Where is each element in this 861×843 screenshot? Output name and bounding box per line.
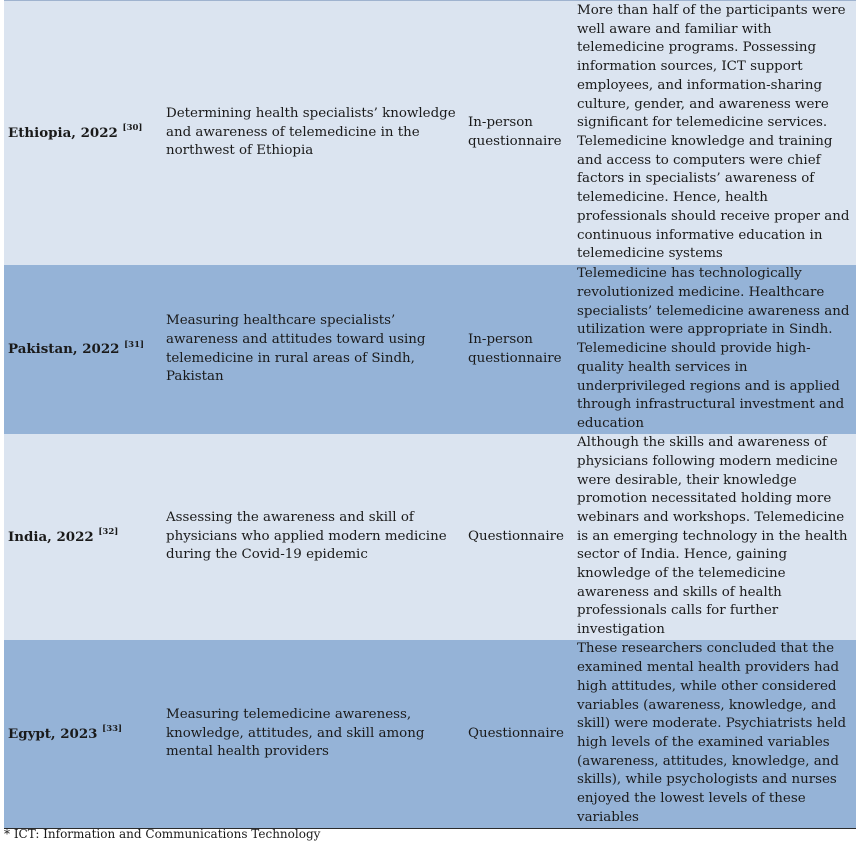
- study-aim-cell: Measuring healthcare specialists’ awareness and attitudes toward using telemedicine in rural areas of Sindh, Pakistan: [166, 313, 426, 385]
- result-cell: More than half of the participants were well aware and familiar with telemedicine programs. Possessing information sources, ICT support employees, and information-sharing culture, gender, and awareness were significant for telemedicine services. Telemedicine knowledge and training and access to computers were chief factors in specialists’ awareness of telemedicine. Hence, health professionals should receive proper and continuous informative education in telemedicine systems: [577, 3, 850, 262]
- study-aim-cell: Determining health specialists’ knowledge and awareness of telemedicine in the northwest of Ethiopia: [166, 105, 456, 159]
- reference-number: [31]: [124, 339, 145, 350]
- method-cell: Questionnaire: [468, 528, 564, 544]
- method-cell: In-person questionnaire: [468, 115, 562, 149]
- result-cell: Although the skills and awareness of physicians following modern medicine were desirable, their knowledge promotion necessitated holding more webinars and workshops. Telemedicine is an emerging technology in the health sector of India. Hence, gaining knowledge of the telemedicine awareness and skills of health professionals calls for further investigation: [577, 435, 848, 638]
- country-year: Egypt, 2023: [8, 725, 98, 742]
- table-row: [4, 1, 856, 265]
- country-year: India, 2022: [8, 528, 94, 545]
- method-cell: In-person questionnaire: [468, 331, 562, 366]
- reference-number: [32]: [98, 527, 119, 538]
- country-year-cell: [4, 725, 162, 744]
- study-aim-cell: Assessing the awareness and skill of physicians who applied modern medicine during the Covid-19 epidemic: [166, 509, 447, 563]
- table-row: [4, 265, 856, 434]
- country-year: Pakistan, 2022: [8, 341, 120, 358]
- reference-number: [33]: [102, 724, 123, 735]
- country-year: Ethiopia, 2022: [8, 124, 118, 141]
- studies-table: [4, 0, 856, 829]
- country-year-cell: [4, 528, 162, 547]
- reference-number: [30]: [122, 123, 143, 134]
- country-year-cell: [4, 340, 162, 359]
- result-cell: Telemedicine has technologically revolutionized medicine. Healthcare specialists’ telemedicine awareness and utilization were appropriate in Sindh. Telemedicine should provide high-quality health services in underprivileged regions and is applied through infrastructural investment and education: [577, 266, 850, 431]
- table-row: [4, 434, 856, 640]
- study-aim-cell: Measuring telemedicine awareness, knowledge, attitudes, and skill among mental health providers: [166, 706, 425, 760]
- table-row: [4, 640, 856, 828]
- country-year-cell: [4, 124, 162, 143]
- method-cell: Questionnaire: [468, 725, 564, 741]
- result-cell: These researchers concluded that the examined mental health providers had high attitudes, while other considered variables (awareness, knowledge, and skill) were moderate. Psychiatrists held high levels of the examined variables (awareness, attitudes, knowledge, and skills), while psychologists and nurses enjoyed the lowest levels of these variables: [577, 641, 847, 825]
- table-footnote: * ICT: Information and Communications Technology: [4, 827, 321, 841]
